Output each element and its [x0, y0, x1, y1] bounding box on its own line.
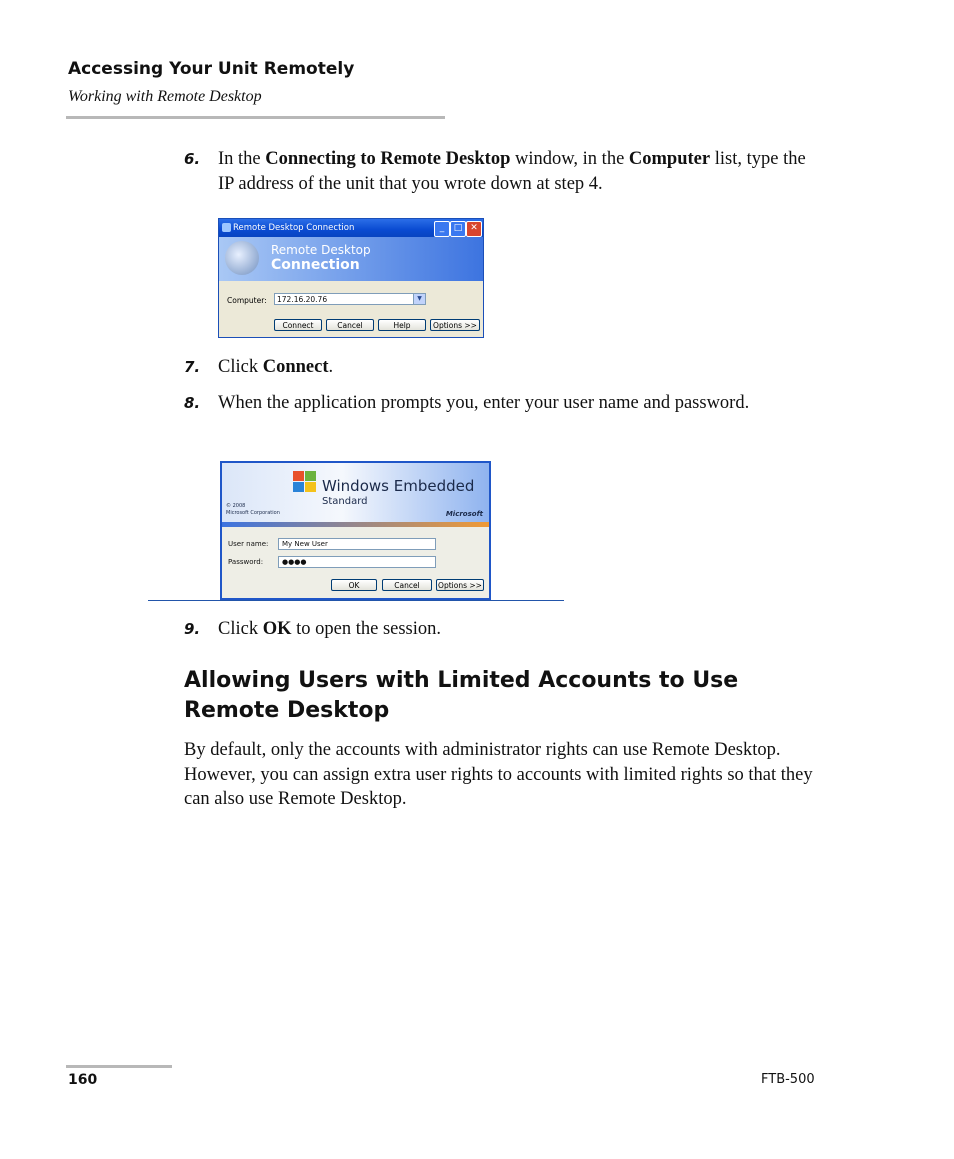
step-7	[184, 355, 824, 380]
rdc-app-icon	[222, 223, 231, 232]
remote-desktop-connection-dialog	[218, 218, 484, 338]
step-number: 7.	[184, 358, 201, 376]
step-6	[184, 147, 824, 197]
remote-desktop-logo-icon	[225, 241, 259, 275]
step-text: When the application prompts you, enter your user name and password.	[218, 393, 750, 413]
step-9	[184, 617, 824, 642]
figure-separator-rule	[148, 600, 564, 601]
username-label: User name:	[228, 540, 269, 548]
options-button[interactable]: Options >>	[436, 579, 484, 591]
step-text: In the Connecting to Remote Desktop window, in the Computer list, type the IP address of the unit that you wrote down at step 4.	[218, 149, 806, 194]
help-button[interactable]: Help	[378, 319, 426, 331]
step-text: Click OK to open the session.	[218, 619, 442, 639]
running-header-title: Accessing Your Unit Remotely	[68, 59, 355, 79]
password-label: Password:	[228, 558, 264, 566]
cancel-button[interactable]: Cancel	[326, 319, 374, 331]
document-code: FTB-500	[761, 1072, 815, 1087]
step-8	[184, 391, 824, 416]
connect-button[interactable]: Connect	[274, 319, 322, 331]
logon-edition: Standard	[322, 496, 368, 507]
maximize-icon[interactable]: □	[450, 221, 466, 237]
banner-line-1: Remote Desktop	[271, 243, 371, 257]
dialog-title: Remote Desktop Connection	[233, 223, 355, 233]
section-body: By default, only the accounts with administrator rights can use Remote Desktop. However, you can assign extra user rights to accounts with limited rights so that they can also use Remote Desktop.	[184, 740, 813, 809]
header-rule	[66, 116, 445, 119]
banner-line-2: Connection	[271, 257, 360, 273]
windows-logon-dialog	[220, 461, 491, 600]
logon-brand: Windows Embedded	[322, 477, 475, 495]
password-field[interactable]: ●●●●	[278, 556, 436, 568]
footer-rule	[66, 1065, 172, 1068]
logon-copyright: © 2008 Microsoft Corporation	[226, 503, 280, 516]
options-button[interactable]: Options >>	[430, 319, 480, 331]
close-icon[interactable]: ✕	[466, 221, 482, 237]
computer-value: 172.16.20.76	[277, 295, 328, 304]
chevron-down-icon[interactable]: ▼	[413, 294, 425, 304]
logon-accent-bar	[222, 522, 489, 527]
computer-combobox[interactable]	[274, 293, 426, 305]
minimize-icon[interactable]: _	[434, 221, 450, 237]
cancel-button[interactable]: Cancel	[382, 579, 432, 591]
logon-banner	[222, 463, 489, 522]
dialog-title-bar	[219, 219, 483, 237]
computer-label: Computer:	[227, 296, 267, 305]
logon-vendor: Microsoft	[445, 510, 483, 518]
windows-flag-icon	[293, 471, 317, 493]
running-header-subtitle: Working with Remote Desktop	[68, 88, 262, 105]
section-heading: Allowing Users with Limited Accounts to Use Remote Desktop	[184, 668, 739, 723]
dialog-banner	[219, 237, 483, 281]
page-number: 160	[68, 1072, 98, 1088]
step-number: 6.	[184, 150, 201, 168]
step-number: 9.	[184, 620, 201, 638]
step-text: Click Connect.	[218, 357, 334, 377]
ok-button[interactable]: OK	[331, 579, 377, 591]
username-field[interactable]: My New User	[278, 538, 436, 550]
step-number: 8.	[184, 394, 201, 412]
